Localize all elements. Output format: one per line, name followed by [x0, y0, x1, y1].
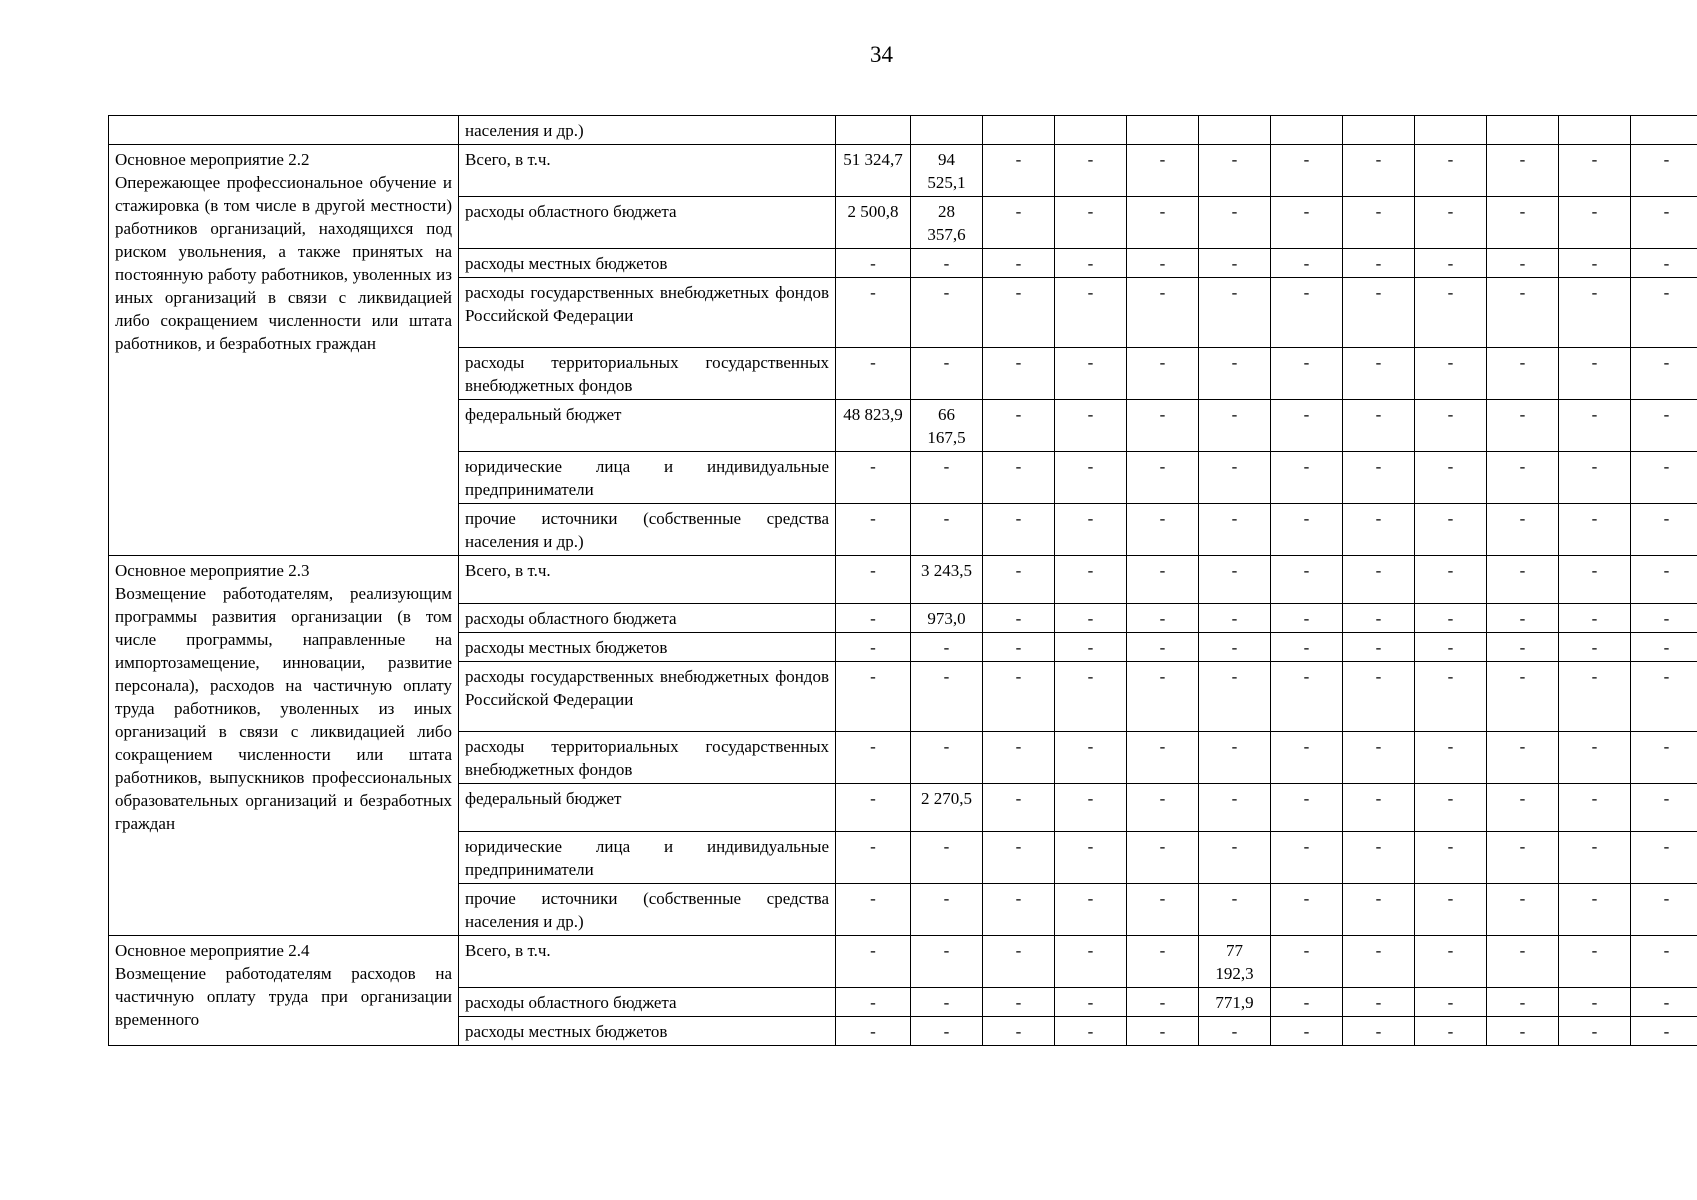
value-cell: - — [1055, 556, 1127, 604]
value-cell: - — [1487, 732, 1559, 784]
activity-description: Возмещение работодателям, реализующим программы развития организации (в том числе программы, направленные на импортозамещение, инновации, развитие персонала), расходов на частичную оплату труда работников, уволенных из иных организаций в связи с ликвидацией либо сокращением численности или штата работников, выпускников профессиональных образовательных организаций и безработных граждан — [115, 584, 452, 833]
value-cell: - — [1343, 633, 1415, 662]
activity-cell — [109, 936, 459, 1046]
value-cell: - — [1271, 278, 1343, 348]
value-cell: - — [1127, 249, 1199, 278]
value-cell — [1127, 116, 1199, 145]
value-cell: - — [983, 633, 1055, 662]
value-cell: - — [911, 832, 983, 884]
value-cell: - — [983, 1017, 1055, 1046]
funding-source: Всего, в т.ч. — [459, 145, 836, 197]
value-cell: - — [1559, 633, 1631, 662]
value-cell: - — [1631, 784, 1697, 832]
value-cell: - — [1055, 145, 1127, 197]
value-cell: - — [1415, 145, 1487, 197]
value-cell: - — [1487, 556, 1559, 604]
value-cell: - — [1487, 662, 1559, 732]
activity-cell — [109, 116, 459, 145]
value-cell: - — [911, 348, 983, 400]
value-cell: - — [1271, 732, 1343, 784]
activity-cell — [109, 556, 459, 936]
value-cell — [1343, 116, 1415, 145]
value-cell: - — [1631, 504, 1697, 556]
value-cell: - — [1055, 400, 1127, 452]
value-cell: - — [1559, 936, 1631, 988]
value-cell: - — [1271, 400, 1343, 452]
value-cell — [1199, 116, 1271, 145]
value-cell: - — [983, 249, 1055, 278]
value-cell: - — [1415, 1017, 1487, 1046]
value-cell: - — [1199, 348, 1271, 400]
value-cell: - — [1055, 884, 1127, 936]
value-cell: - — [1559, 832, 1631, 884]
value-cell: - — [983, 662, 1055, 732]
value-cell: - — [1415, 400, 1487, 452]
value-cell: - — [1343, 452, 1415, 504]
value-cell: - — [836, 556, 911, 604]
value-cell: - — [1127, 504, 1199, 556]
value-cell: - — [1415, 556, 1487, 604]
table-row — [109, 936, 1697, 988]
value-cell: - — [1415, 348, 1487, 400]
value-cell: - — [1055, 988, 1127, 1017]
table-row — [109, 556, 1697, 604]
budget-table — [108, 115, 1697, 1046]
value-cell: - — [1055, 249, 1127, 278]
funding-source: Всего, в т.ч. — [459, 556, 836, 604]
value-cell: - — [1559, 556, 1631, 604]
value-cell: - — [1127, 662, 1199, 732]
value-cell: - — [1631, 662, 1697, 732]
value-cell: - — [1127, 604, 1199, 633]
value-cell: - — [1415, 249, 1487, 278]
value-cell: - — [1343, 832, 1415, 884]
value-cell: - — [911, 452, 983, 504]
value-cell: - — [1199, 452, 1271, 504]
value-cell: - — [1343, 732, 1415, 784]
value-cell: - — [1631, 400, 1697, 452]
value-cell: - — [911, 884, 983, 936]
value-cell — [1055, 116, 1127, 145]
value-cell: - — [1343, 556, 1415, 604]
value-cell: - — [1127, 633, 1199, 662]
value-cell: - — [836, 988, 911, 1017]
value-cell: 48 823,9 — [836, 400, 911, 452]
value-cell: - — [1271, 633, 1343, 662]
value-cell: - — [1415, 452, 1487, 504]
value-cell: - — [1415, 936, 1487, 988]
value-cell: - — [1415, 732, 1487, 784]
value-cell: - — [836, 832, 911, 884]
value-cell: - — [1415, 884, 1487, 936]
value-cell: - — [983, 452, 1055, 504]
value-cell: - — [1271, 348, 1343, 400]
value-cell: - — [1487, 988, 1559, 1017]
value-cell — [1631, 116, 1697, 145]
funding-source: расходы местных бюджетов — [459, 1017, 836, 1046]
value-cell: - — [1487, 400, 1559, 452]
value-cell: - — [983, 784, 1055, 832]
value-cell: - — [983, 832, 1055, 884]
value-cell: - — [1127, 1017, 1199, 1046]
funding-source: федеральный бюджет — [459, 784, 836, 832]
value-cell: - — [1415, 504, 1487, 556]
value-cell: - — [911, 633, 983, 662]
value-cell: - — [983, 936, 1055, 988]
value-cell: - — [1271, 936, 1343, 988]
value-cell: - — [1415, 988, 1487, 1017]
value-cell: - — [1055, 452, 1127, 504]
funding-source: федеральный бюджет — [459, 400, 836, 452]
activity-description: Возмещение работодателям расходов на частичную оплату труда при организации временного — [115, 964, 452, 1029]
value-cell: - — [1271, 988, 1343, 1017]
value-cell: - — [1559, 197, 1631, 249]
table-row — [109, 145, 1697, 197]
value-cell — [1415, 116, 1487, 145]
value-cell: - — [1199, 884, 1271, 936]
value-cell: - — [1559, 732, 1631, 784]
value-cell: - — [1487, 936, 1559, 988]
funding-source: расходы областного бюджета — [459, 604, 836, 633]
value-cell: - — [1487, 145, 1559, 197]
value-cell: - — [983, 278, 1055, 348]
value-cell — [836, 116, 911, 145]
page-number: 34 — [870, 42, 893, 67]
value-cell: - — [1415, 784, 1487, 832]
value-cell: - — [1631, 633, 1697, 662]
value-cell: - — [983, 197, 1055, 249]
funding-source: юридические лица и индивидуальные предприниматели — [459, 832, 836, 884]
funding-source: расходы территориальных государственных внебюджетных фондов — [459, 732, 836, 784]
value-cell: - — [983, 145, 1055, 197]
value-cell: - — [1127, 452, 1199, 504]
value-cell: - — [1631, 145, 1697, 197]
value-cell: - — [836, 604, 911, 633]
value-cell: - — [1199, 784, 1271, 832]
value-cell: - — [1343, 348, 1415, 400]
value-cell: - — [1055, 504, 1127, 556]
value-cell: - — [911, 504, 983, 556]
value-cell: - — [983, 348, 1055, 400]
value-cell: - — [1199, 832, 1271, 884]
value-cell: - — [1559, 400, 1631, 452]
activity-code: Основное мероприятие 2.3 — [115, 561, 310, 580]
value-cell: - — [836, 1017, 911, 1046]
value-cell: - — [911, 988, 983, 1017]
value-cell: - — [1127, 832, 1199, 884]
value-cell: - — [836, 784, 911, 832]
value-cell: 77 192,3 — [1199, 936, 1271, 988]
value-cell: - — [836, 936, 911, 988]
value-cell: - — [1343, 884, 1415, 936]
value-cell: - — [1055, 732, 1127, 784]
value-cell: - — [836, 504, 911, 556]
value-cell: - — [1631, 936, 1697, 988]
value-cell: - — [1415, 832, 1487, 884]
value-cell: - — [1343, 249, 1415, 278]
value-cell: - — [836, 633, 911, 662]
value-cell: - — [1487, 884, 1559, 936]
value-cell: - — [836, 732, 911, 784]
value-cell: - — [1559, 504, 1631, 556]
value-cell: - — [836, 884, 911, 936]
value-cell: - — [1559, 278, 1631, 348]
value-cell: 94 525,1 — [911, 145, 983, 197]
value-cell: - — [1199, 662, 1271, 732]
funding-source: прочие источники (собственные средства населения и др.) — [459, 884, 836, 936]
value-cell: - — [1271, 249, 1343, 278]
funding-source: расходы местных бюджетов — [459, 249, 836, 278]
value-cell: - — [1487, 784, 1559, 832]
value-cell: - — [1199, 249, 1271, 278]
funding-source: расходы государственных внебюджетных фондов Российской Федерации — [459, 278, 836, 348]
value-cell: - — [1559, 884, 1631, 936]
value-cell: - — [1631, 1017, 1697, 1046]
funding-source: прочие источники (собственные средства населения и др.) — [459, 504, 836, 556]
value-cell: - — [1127, 884, 1199, 936]
value-cell: 3 243,5 — [911, 556, 983, 604]
value-cell: - — [1487, 249, 1559, 278]
value-cell: - — [1343, 936, 1415, 988]
value-cell: - — [1415, 197, 1487, 249]
value-cell: 771,9 — [1199, 988, 1271, 1017]
value-cell: - — [1343, 197, 1415, 249]
value-cell: - — [1055, 1017, 1127, 1046]
value-cell: - — [1199, 1017, 1271, 1046]
value-cell: - — [1343, 988, 1415, 1017]
table-row — [109, 116, 1697, 145]
value-cell: - — [1559, 784, 1631, 832]
activity-code: Основное мероприятие 2.4 — [115, 941, 310, 960]
value-cell: - — [1271, 556, 1343, 604]
value-cell: - — [1199, 633, 1271, 662]
value-cell: - — [1055, 348, 1127, 400]
value-cell: - — [1631, 278, 1697, 348]
value-cell: - — [1271, 884, 1343, 936]
value-cell: - — [1199, 504, 1271, 556]
value-cell: 2 500,8 — [836, 197, 911, 249]
value-cell: - — [1199, 556, 1271, 604]
value-cell: - — [911, 732, 983, 784]
value-cell: - — [1127, 400, 1199, 452]
value-cell: - — [983, 400, 1055, 452]
value-cell: - — [1559, 348, 1631, 400]
value-cell: - — [1631, 604, 1697, 633]
value-cell: - — [1415, 662, 1487, 732]
value-cell: - — [911, 1017, 983, 1046]
value-cell: - — [911, 936, 983, 988]
value-cell: - — [1559, 145, 1631, 197]
value-cell: - — [1199, 400, 1271, 452]
value-cell: - — [1487, 633, 1559, 662]
value-cell: 28 357,6 — [911, 197, 983, 249]
value-cell: - — [1055, 604, 1127, 633]
value-cell: - — [911, 249, 983, 278]
activity-cell — [109, 145, 459, 556]
value-cell: - — [1127, 732, 1199, 784]
value-cell: - — [1271, 1017, 1343, 1046]
activity-description: Опережающее профессиональное обучение и стажировка (в том числе в другой местности) работников организаций, находящихся под риском увольнения, а также принятых на постоянную работу работников, уволенных из иных организаций в связи с ликвидацией либо сокращением численности или штата работников, и безработных граждан — [115, 173, 452, 353]
value-cell: - — [1199, 278, 1271, 348]
value-cell: - — [1055, 832, 1127, 884]
funding-source: Всего, в т.ч. — [459, 936, 836, 988]
value-cell: - — [983, 556, 1055, 604]
value-cell — [1271, 116, 1343, 145]
value-cell — [1559, 116, 1631, 145]
funding-source: расходы областного бюджета — [459, 988, 836, 1017]
value-cell: - — [1271, 832, 1343, 884]
value-cell: - — [836, 348, 911, 400]
value-cell: - — [1487, 1017, 1559, 1046]
value-cell: - — [1127, 936, 1199, 988]
value-cell: - — [1343, 784, 1415, 832]
value-cell: - — [1127, 556, 1199, 604]
value-cell: - — [1055, 633, 1127, 662]
value-cell: - — [1415, 633, 1487, 662]
value-cell: - — [1487, 197, 1559, 249]
value-cell: - — [1271, 784, 1343, 832]
value-cell: 2 270,5 — [911, 784, 983, 832]
value-cell: - — [1343, 1017, 1415, 1046]
value-cell: - — [1631, 988, 1697, 1017]
value-cell: - — [836, 452, 911, 504]
value-cell: - — [911, 278, 983, 348]
value-cell: - — [1487, 348, 1559, 400]
value-cell: - — [1271, 452, 1343, 504]
value-cell: - — [1343, 145, 1415, 197]
value-cell: - — [1631, 249, 1697, 278]
value-cell: - — [1271, 145, 1343, 197]
value-cell: 51 324,7 — [836, 145, 911, 197]
value-cell — [1487, 116, 1559, 145]
value-cell: - — [1487, 832, 1559, 884]
value-cell: - — [1127, 348, 1199, 400]
value-cell: - — [1055, 936, 1127, 988]
funding-source: расходы областного бюджета — [459, 197, 836, 249]
value-cell: - — [983, 504, 1055, 556]
value-cell: - — [1127, 278, 1199, 348]
value-cell: - — [1343, 504, 1415, 556]
value-cell: - — [1343, 278, 1415, 348]
value-cell: - — [983, 884, 1055, 936]
value-cell: - — [1343, 662, 1415, 732]
value-cell: 66 167,5 — [911, 400, 983, 452]
value-cell: - — [1631, 197, 1697, 249]
value-cell: - — [983, 604, 1055, 633]
value-cell: - — [1559, 1017, 1631, 1046]
value-cell: - — [983, 988, 1055, 1017]
value-cell: - — [1127, 197, 1199, 249]
value-cell: - — [1127, 988, 1199, 1017]
value-cell: - — [836, 249, 911, 278]
funding-source: юридические лица и индивидуальные предприниматели — [459, 452, 836, 504]
value-cell: - — [1487, 278, 1559, 348]
value-cell: - — [983, 732, 1055, 784]
value-cell: - — [1271, 197, 1343, 249]
value-cell: - — [1487, 452, 1559, 504]
value-cell: - — [1559, 662, 1631, 732]
value-cell: - — [1415, 278, 1487, 348]
value-cell: - — [1487, 604, 1559, 633]
value-cell: - — [1631, 556, 1697, 604]
value-cell: - — [1559, 604, 1631, 633]
value-cell: - — [1631, 452, 1697, 504]
funding-source: расходы местных бюджетов — [459, 633, 836, 662]
value-cell: - — [1271, 662, 1343, 732]
value-cell: - — [911, 662, 983, 732]
value-cell: - — [1055, 197, 1127, 249]
value-cell: - — [1199, 732, 1271, 784]
value-cell: - — [1055, 662, 1127, 732]
value-cell: - — [1631, 884, 1697, 936]
funding-source: населения и др.) — [459, 116, 836, 145]
value-cell: - — [1271, 504, 1343, 556]
value-cell: - — [1199, 604, 1271, 633]
value-cell: - — [1631, 348, 1697, 400]
value-cell: - — [836, 662, 911, 732]
value-cell: - — [1559, 452, 1631, 504]
value-cell: - — [1055, 784, 1127, 832]
value-cell — [983, 116, 1055, 145]
value-cell: - — [1127, 784, 1199, 832]
value-cell: - — [1199, 145, 1271, 197]
value-cell: - — [836, 278, 911, 348]
value-cell: - — [1343, 400, 1415, 452]
value-cell: - — [1487, 504, 1559, 556]
value-cell: - — [1559, 988, 1631, 1017]
value-cell: - — [1631, 832, 1697, 884]
value-cell: - — [1271, 604, 1343, 633]
value-cell: - — [1415, 604, 1487, 633]
funding-source: расходы территориальных государственных внебюджетных фондов — [459, 348, 836, 400]
value-cell: - — [1343, 604, 1415, 633]
value-cell: - — [1055, 278, 1127, 348]
funding-source: расходы государственных внебюджетных фондов Российской Федерации — [459, 662, 836, 732]
value-cell: - — [1631, 732, 1697, 784]
value-cell: 973,0 — [911, 604, 983, 633]
activity-code: Основное мероприятие 2.2 — [115, 150, 310, 169]
value-cell — [911, 116, 983, 145]
value-cell: - — [1199, 197, 1271, 249]
value-cell: - — [1127, 145, 1199, 197]
value-cell: - — [1559, 249, 1631, 278]
